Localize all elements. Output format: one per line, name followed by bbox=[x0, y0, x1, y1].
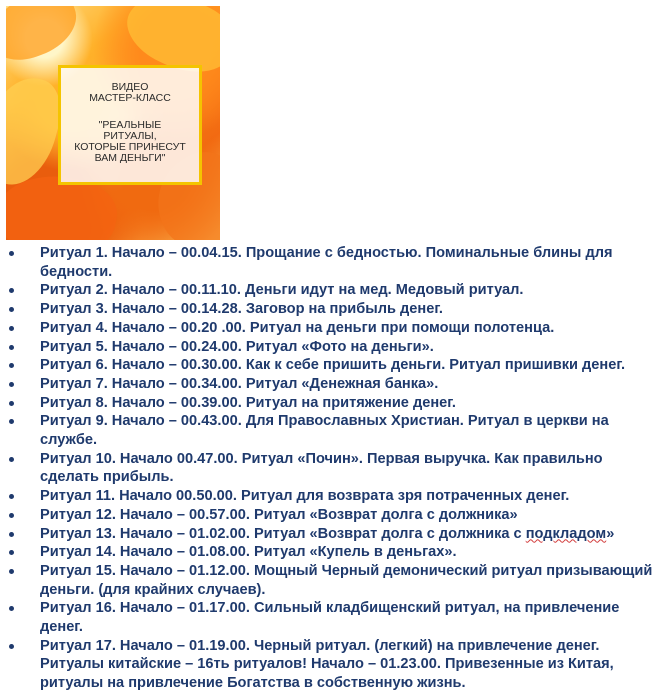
list-item: Ритуал 3. Начало – 00.14.28. Заговор на прибыль денег. bbox=[0, 300, 669, 319]
petal-shape bbox=[6, 6, 86, 70]
bullet-icon bbox=[9, 382, 14, 387]
list-item: Ритуал 2. Начало – 00.11.10. Деньги идут на мед. Медовый ритуал. bbox=[0, 281, 669, 300]
ritual-list bbox=[0, 244, 669, 693]
list-item: Ритуал 11. Начало 00.50.00. Ритуал для возврата зря потраченных денег. bbox=[0, 487, 669, 506]
bullet-icon bbox=[9, 401, 14, 406]
bullet-icon bbox=[9, 288, 14, 293]
cover-quote: "РЕАЛЬНЫЕ РИТУАЛЫ, КОТОРЫЕ ПРИНЕСУТ ВАМ ДЕНЬГИ" bbox=[74, 119, 186, 164]
list-item: Ритуал 4. Начало – 00.20 .00. Ритуал на деньги при помощи полотенца. bbox=[0, 319, 669, 338]
cover-title: ВИДЕО МАСТЕР-КЛАСС bbox=[89, 81, 171, 104]
list-item: Ритуал 12. Начало – 00.57.00. Ритуал «Возврат долга с должника» bbox=[0, 506, 669, 525]
bullet-icon bbox=[9, 644, 14, 649]
list-item: Ритуал 14. Начало – 01.08.00. Ритуал «Купель в деньгах». bbox=[0, 543, 669, 562]
list-item: Ритуал 15. Начало – 01.12.00. Мощный Черный демонический ритуал призывающий деньги. (для крайних случаев). bbox=[0, 562, 669, 599]
bullet-icon bbox=[9, 307, 14, 312]
bullet-icon bbox=[9, 569, 14, 574]
bullet-icon bbox=[9, 326, 14, 331]
bullet-icon bbox=[9, 457, 14, 462]
cover-title-card bbox=[58, 65, 202, 185]
list-item: Ритуал 10. Начало 00.47.00. Ритуал «Почин». Первая выручка. Как правильно сделать прибыль. bbox=[0, 450, 669, 487]
list-item: Ритуал 5. Начало – 00.24.00. Ритуал «Фото на деньги». bbox=[0, 338, 669, 357]
cover-image bbox=[6, 6, 220, 240]
list-item: Ритуал 6. Начало – 00.30.00. Как к себе пришить деньги. Ритуал пришивки денег. bbox=[0, 356, 669, 375]
bullet-icon bbox=[9, 513, 14, 518]
list-item: Ритуал 9. Начало – 00.43.00. Для Православных Христиан. Ритуал в церкви на службе. bbox=[0, 412, 669, 449]
list-item: Ритуал 13. Начало – 01.02.00. Ритуал «Возврат долга с должника с подкладом» bbox=[0, 525, 669, 544]
list-item: Ритуал 16. Начало – 01.17.00. Сильный кладбищенский ритуал, на привлечение денег. bbox=[0, 599, 669, 636]
bullet-icon bbox=[9, 363, 14, 368]
bullet-icon bbox=[9, 494, 14, 499]
list-item: Ритуал 8. Начало – 00.39.00. Ритуал на притяжение денег. bbox=[0, 394, 669, 413]
bullet-icon bbox=[9, 251, 14, 256]
bullet-icon bbox=[9, 532, 14, 537]
bullet-icon bbox=[9, 550, 14, 555]
bullet-icon bbox=[9, 345, 14, 350]
list-item: Ритуал 1. Начало – 00.04.15. Прощание с бедностью. Поминальные блины для бедности. bbox=[0, 244, 669, 281]
bullet-icon bbox=[9, 606, 14, 611]
bullet-icon bbox=[9, 419, 14, 424]
list-item: Ритуал 17. Начало – 01.19.00. Черный ритуал. (легкий) на привлечение денег. Ритуалы китайские – 16ть ритуалов! Начало – 01.23.00. Привезенные из Китая, ритуалы на привлечение Богатства в собственную жизнь. bbox=[0, 637, 669, 693]
list-item: Ритуал 7. Начало – 00.34.00. Ритуал «Денежная банка». bbox=[0, 375, 669, 394]
